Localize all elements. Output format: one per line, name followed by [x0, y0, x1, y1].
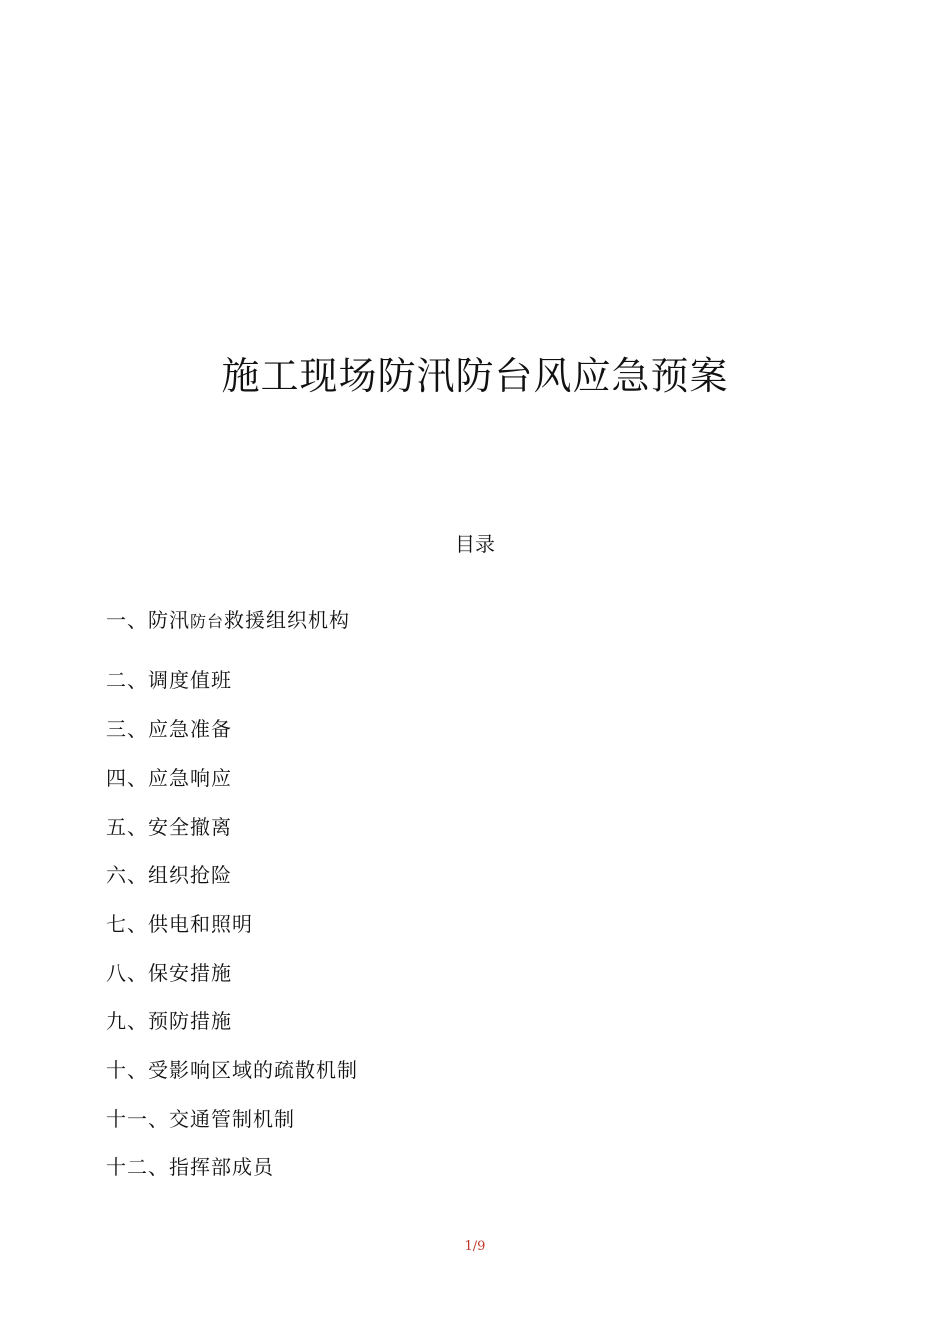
toc-heading: 目录 — [455, 532, 495, 556]
toc-item-1 — [106, 606, 350, 636]
toc-item-10: 十、受影响区域的疏散机制 — [106, 1058, 358, 1082]
toc-item-7: 七、供电和照明 — [106, 912, 253, 936]
document-title: 施工现场防汛防台风应急预案 — [221, 354, 729, 398]
toc-item-3: 三、应急准备 — [106, 717, 232, 741]
toc-item-2: 二、调度值班 — [106, 668, 232, 692]
toc-item-11: 十一、交通管制机制 — [106, 1107, 295, 1131]
toc-item-12: 十二、指挥部成员 — [106, 1155, 274, 1179]
toc-item-1-prefix: 一、防汛 — [106, 608, 190, 632]
toc-item-9: 九、预防措施 — [106, 1009, 232, 1033]
toc-item-6: 六、组织抢险 — [106, 863, 232, 887]
toc-item-1-suffix: 救援组织机构 — [224, 608, 351, 632]
toc-item-1-small-text: 防台 — [190, 612, 225, 631]
toc-item-8: 八、保安措施 — [106, 961, 232, 985]
page-number: 1/9 — [464, 1239, 486, 1254]
toc-item-4: 四、应急响应 — [106, 766, 232, 790]
toc-item-5: 五、安全撤离 — [106, 815, 232, 839]
